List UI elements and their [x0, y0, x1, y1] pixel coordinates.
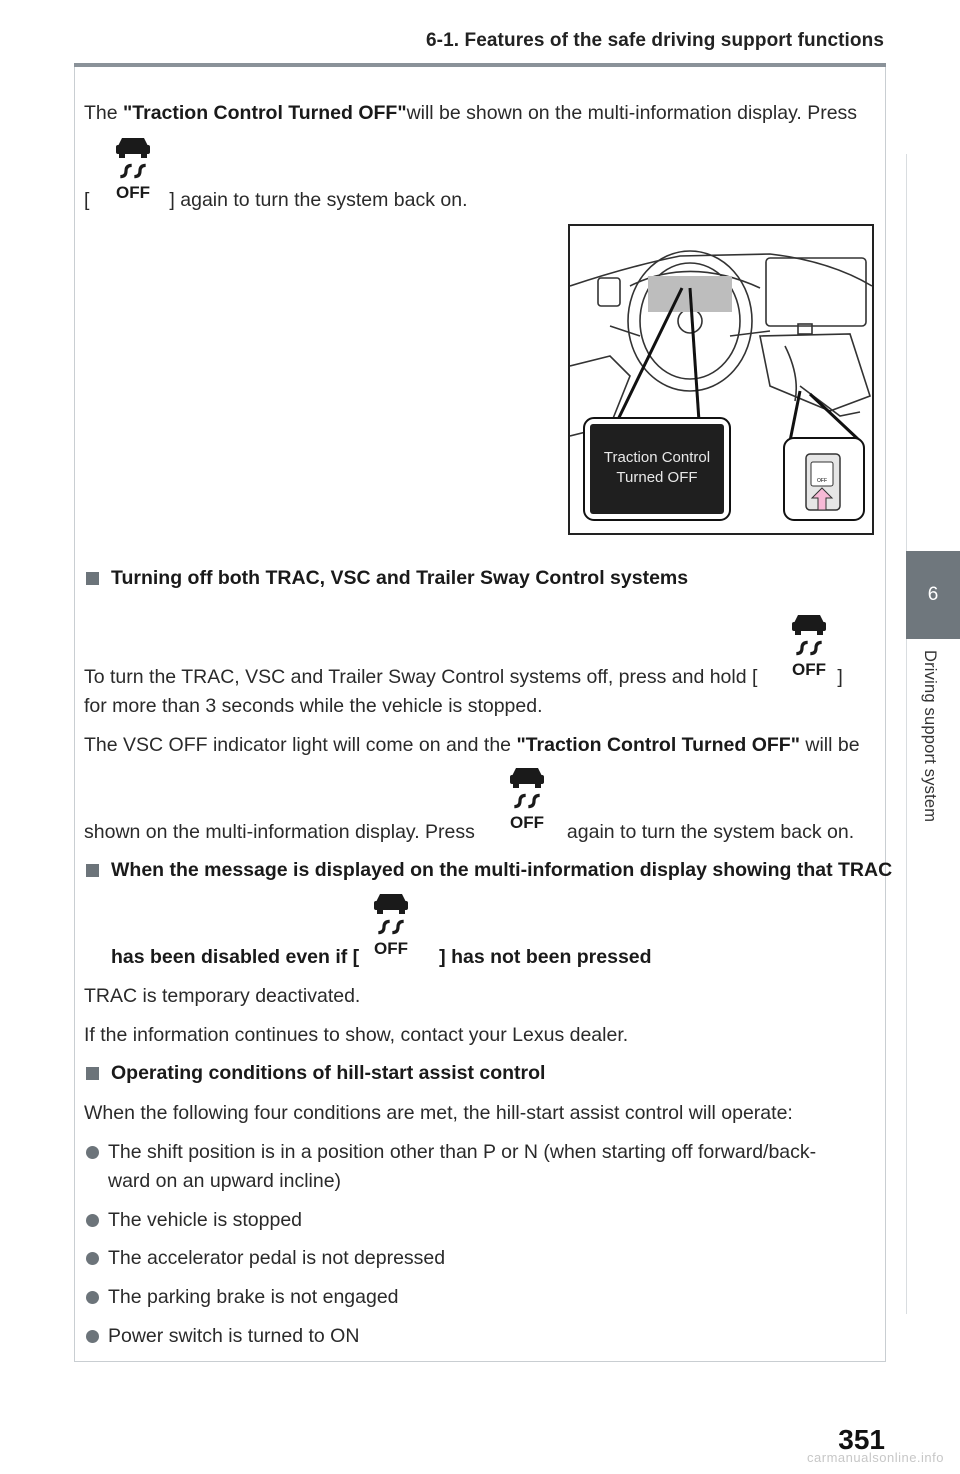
display-message-line-1: Traction Control — [603, 449, 711, 466]
section2-para-1: TRAC is temporary deactivated. — [84, 985, 361, 1007]
heading-text: has been disabled even if [ — [111, 946, 360, 968]
intro-text: ] again to turn the system back on. — [169, 189, 468, 211]
list-item-continuation: ward on an upward incline) — [108, 1170, 342, 1192]
page-number: 351 — [838, 1424, 885, 1455]
watermark: carmanualsonline.info — [807, 1450, 944, 1465]
list-bullet — [86, 1330, 99, 1343]
chapter-tab[interactable] — [906, 551, 960, 639]
traction-control-off-icon — [104, 136, 162, 200]
section-bullet — [86, 572, 99, 585]
svg-text:OFF: OFF — [116, 183, 150, 200]
display-message: "Traction Control Turned OFF" — [123, 102, 407, 124]
section3-heading: Operating conditions of hill-start assist control — [111, 1062, 546, 1084]
body-text: The VSC OFF indicator light will come on and the — [84, 734, 517, 756]
section2-heading-line-1: When the message is displayed on the multi-information display showing that TRAC — [111, 859, 893, 881]
section1-line-4 — [84, 818, 854, 846]
bracket: ] — [837, 666, 843, 688]
list-item: The shift position is in a position other than P or N (when starting off forward/back- — [108, 1141, 817, 1163]
bracket: [ — [84, 189, 90, 211]
body-text: again to turn the system back on. — [566, 821, 855, 843]
list-item: Power switch is turned to ON — [108, 1325, 360, 1347]
display-message-text — [590, 448, 724, 488]
list-item: The vehicle is stopped — [108, 1209, 303, 1231]
svg-text:OFF: OFF — [510, 813, 544, 830]
list-bullet — [86, 1252, 99, 1265]
display-message-line-2: Turned OFF — [616, 469, 698, 486]
list-bullet — [86, 1146, 99, 1159]
traction-control-off-icon — [498, 766, 556, 830]
section-bullet — [86, 864, 99, 877]
intro-line-1 — [84, 99, 857, 127]
svg-text:OFF: OFF — [792, 660, 826, 677]
traction-control-off-icon — [362, 892, 420, 956]
list-item: The parking brake is not engaged — [108, 1286, 399, 1308]
traction-control-off-icon — [780, 613, 838, 677]
chapter-number: 6 — [927, 584, 939, 605]
heading-text: ] has not been pressed — [439, 946, 652, 968]
svg-text:OFF: OFF — [817, 478, 827, 484]
body-text: To turn the TRAC, VSC and Trailer Sway Control systems off, press and hold [ — [84, 666, 758, 688]
display-message: "Traction Control Turned OFF" — [516, 734, 800, 756]
section1-heading: Turning off both TRAC, VSC and Trailer Sway Control systems — [111, 567, 689, 589]
intro-text: will be shown on the multi-information display. Press — [406, 102, 858, 124]
list-bullet — [86, 1214, 99, 1227]
section2-para-2: If the information continues to show, contact your Lexus dealer. — [84, 1024, 629, 1046]
chapter-label: Driving support system — [921, 650, 939, 823]
svg-text:OFF: OFF — [374, 939, 408, 956]
body-text: shown on the multi-information display. Press — [84, 821, 475, 843]
list-item: The accelerator pedal is not depressed — [108, 1247, 446, 1269]
intro-text: The — [84, 102, 124, 124]
section3-intro: When the following four conditions are met, the hill-start assist control will operate: — [84, 1102, 793, 1124]
section1-line-1 — [84, 663, 843, 691]
running-header: 6-1. Features of the safe driving support functions — [426, 30, 884, 51]
dashboard-illustration — [568, 224, 874, 535]
section1-line-3 — [84, 731, 860, 759]
section1-line-2: for more than 3 seconds while the vehicle is stopped. — [84, 695, 543, 717]
list-bullet — [86, 1291, 99, 1304]
body-text: will be — [799, 734, 860, 756]
section-bullet — [86, 1067, 99, 1080]
